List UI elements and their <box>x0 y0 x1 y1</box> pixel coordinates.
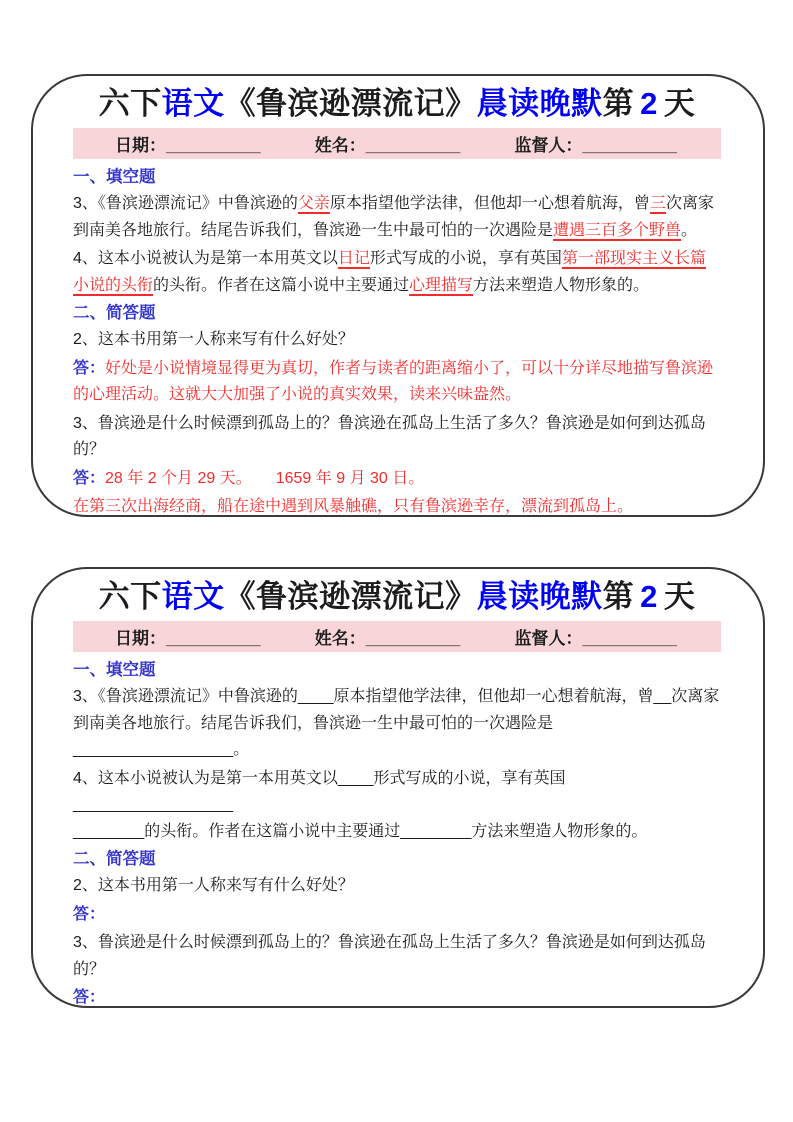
answer-label: 答： <box>73 989 106 1006</box>
date-blank: __________ <box>166 629 261 648</box>
name-label: 姓名： <box>314 136 366 155</box>
short-answer-2-answer-label <box>73 902 721 929</box>
info-bar <box>73 621 721 652</box>
answer-label: 答： <box>73 905 106 923</box>
fill-in-question-4 <box>73 766 721 846</box>
answer-label: 答： <box>73 469 106 487</box>
short-answer-3-answer-label <box>73 985 721 1008</box>
question-text: 4、这本小说被认为是第一本用英文以____形式写成的小说，享有英国__________________ <box>73 769 566 813</box>
fill-in-question-4 <box>73 246 721 299</box>
short-answer-3-answer-line2: 在第三次出海经商，船在途中遇到风暴触礁，只有鲁滨逊幸存，漂流到孤岛上。 <box>73 498 634 515</box>
title-day-suffix: 天 <box>663 86 696 121</box>
title-day-number: 2 <box>640 86 658 121</box>
name-blank: __________ <box>365 136 461 155</box>
question-text: 3、《鲁滨逊漂流记》中鲁滨逊的 <box>73 195 298 212</box>
answer-label: 答： <box>73 359 106 377</box>
supervisor-field <box>514 624 677 649</box>
title-subject: 语文 <box>161 579 225 614</box>
worksheet-panel-answered <box>31 74 765 517</box>
answer-text: 遭遇三百多个野兽 <box>553 221 682 239</box>
name-label: 姓名： <box>314 629 366 648</box>
worksheet-title <box>73 83 721 125</box>
supervisor-label: 监督人： <box>514 629 583 648</box>
title-book-name: 《鲁滨逊漂流记》 <box>224 579 477 614</box>
supervisor-blank: __________ <box>582 629 677 648</box>
title-day-suffix: 天 <box>663 579 696 614</box>
short-answer-3-answer-line1 <box>73 466 721 493</box>
title-book-name: 《鲁滨逊漂流记》 <box>224 86 477 121</box>
section-heading-fill-in: 一、填空题 <box>73 661 156 679</box>
question-text: 的头衔。作者在这篇小说中主要通过 <box>153 276 410 294</box>
short-answer-question-3: 3、鲁滨逊是什么时候漂到孤岛上的？鲁滨逊在孤岛上生活了多久？鲁滨逊是如何到达孤岛的？ <box>73 934 706 978</box>
title-subject: 语文 <box>161 86 225 121</box>
info-bar <box>73 128 721 159</box>
question-text: ________的头衔。作者在这篇小说中主要通过________方法来塑造人物形象的。 <box>73 822 648 840</box>
title-grade: 六下 <box>98 86 162 121</box>
answer-text: 好处是小说情境显得更为真切，作者与读者的距离缩小了，可以十分详尽地描写鲁滨逊的心理活动。这就大大加强了小说的真实效果，读来兴味盎然。 <box>73 359 714 403</box>
supervisor-field <box>514 131 677 156</box>
supervisor-label: 监督人： <box>514 136 583 155</box>
question-text: 。 <box>681 221 698 239</box>
fill-in-question-3 <box>73 191 721 244</box>
date-blank: __________ <box>166 136 261 155</box>
section-heading-short-answer: 二、简答题 <box>73 304 156 322</box>
date-label: 日期： <box>115 629 166 648</box>
question-text: 形式写成的小说，享有英国 <box>369 250 562 267</box>
title-activity: 晨读晚默 <box>476 579 603 614</box>
answer-text: 28 年 2 个月 29 天。 1659 年 9 月 30 日。 <box>105 469 425 487</box>
answer-text: 父亲 <box>297 195 330 212</box>
answer-text: 心理描写 <box>409 276 474 294</box>
title-day-prefix: 第 <box>602 86 635 121</box>
supervisor-blank: __________ <box>582 136 677 155</box>
name-field <box>315 624 461 649</box>
question-text: 方法来塑造人物形象的。 <box>473 276 650 294</box>
date-field <box>115 131 261 156</box>
question-text: 原本指望他学法律，但他却一心想着航海，曾 <box>329 195 650 212</box>
worksheet-title <box>73 576 721 618</box>
answer-text: 第一部现实主义长篇小说的头衔 <box>73 250 706 294</box>
answer-text: 三 <box>649 195 666 212</box>
date-label: 日期： <box>115 136 166 155</box>
question-text: 次离家到南美各地旅行。结尾告诉我们，鲁滨逊一生中最可怕的一次遇险是 <box>73 195 714 239</box>
date-field <box>115 624 261 649</box>
section-heading-short-answer: 二、简答题 <box>73 850 156 868</box>
title-activity: 晨读晚默 <box>476 86 603 121</box>
worksheet-panel-blank <box>31 567 765 1008</box>
question-text: 4、这本小说被认为是第一本用英文以 <box>73 250 338 267</box>
short-answer-question-2: 2、这本书用第一人称来写有什么好处？ <box>73 877 354 894</box>
short-answer-question-2: 2、这本书用第一人称来写有什么好处？ <box>73 331 354 348</box>
fill-in-question-3: 3、《鲁滨逊漂流记》中鲁滨逊的____原本指望他学法律，但他却一心想着航海，曾__次离家到南美各地旅行。结尾告诉我们，鲁滨逊一生中最可怕的一次遇险是__________________。 <box>73 688 720 758</box>
section-heading-fill-in: 一、填空题 <box>73 168 156 186</box>
name-blank: __________ <box>365 629 461 648</box>
title-day-number: 2 <box>640 579 658 614</box>
name-field <box>315 131 461 156</box>
answer-text: 日记 <box>337 250 370 267</box>
title-day-prefix: 第 <box>602 579 635 614</box>
short-answer-question-3: 3、鲁滨逊是什么时候漂到孤岛上的？鲁滨逊在孤岛上生活了多久？鲁滨逊是如何到达孤岛的？ <box>73 414 706 458</box>
title-grade: 六下 <box>98 579 162 614</box>
short-answer-2-answer <box>73 356 721 409</box>
